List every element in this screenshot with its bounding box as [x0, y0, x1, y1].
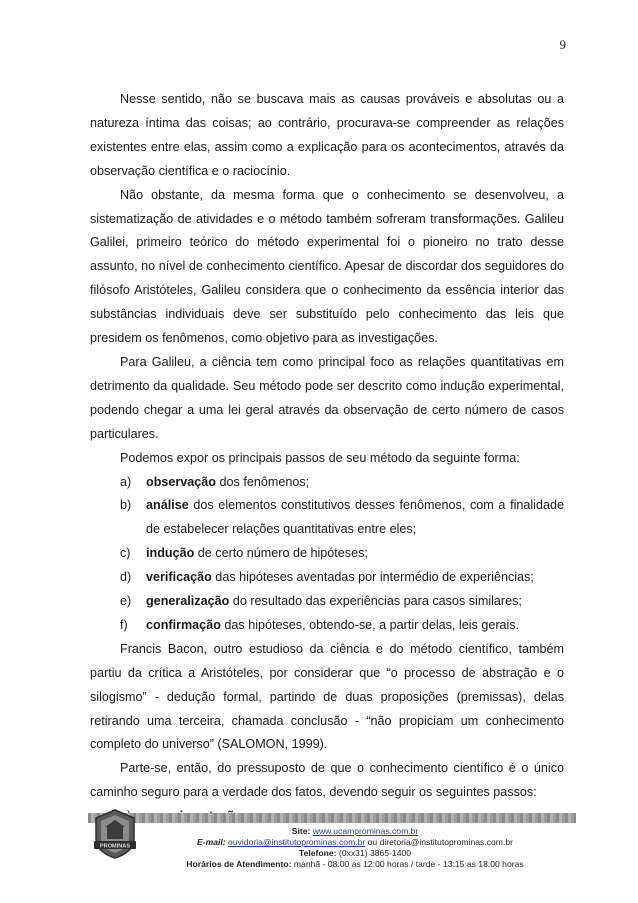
paragraph: Nesse sentido, não se buscava mais as causas prováveis e absolutas ou a natureza íntima das coisas; ao contrário, procurava-se compreender as relações existentes entre elas, assim como a explicação para os acontecimentos, através da observação científica e o raciocínio.	[90, 92, 564, 178]
galileo-steps-list	[90, 471, 564, 638]
phone-label: Telefone:	[298, 848, 337, 858]
step-term: generalização	[146, 594, 230, 609]
email-label: E-mail:	[197, 837, 226, 847]
list-marker: e)	[120, 594, 132, 609]
footer-hours-line	[150, 859, 560, 870]
footer-email-line	[150, 837, 560, 848]
list-item	[120, 566, 564, 590]
step-text: das hipóteses, obtendo-se, a partir delas, leis gerais.	[220, 617, 520, 632]
step-term: confirmação	[146, 617, 221, 632]
step-term: análise	[146, 498, 189, 513]
logo-text: PROMINAS	[99, 843, 131, 850]
list-item	[120, 590, 564, 614]
list-item	[120, 471, 564, 495]
paragraph: Podemos expor os principais passos de seu método da seguinte forma:	[120, 450, 520, 465]
footer-phone-line	[150, 848, 560, 859]
hours-text: manhã - 08:00 as 12:00 horas / tarde - 13:15 as 18:00 horas	[291, 859, 524, 869]
list-marker: a)	[120, 474, 132, 489]
step-term: indução	[146, 546, 195, 561]
paragraph: Francis Bacon, outro estudioso da ciência e do método científico, também partiu da crítica a Aristóteles, por considerar que “o processo de abstração e o silogismo” - dedução formal, partindo de duas proposições (premissas), delas retirando uma terceira, chamada conclusão - “não propiciam um conhecimento completo do universo” (SALOMON, 1999).	[90, 641, 564, 752]
step-text: dos fenômenos;	[216, 474, 310, 489]
paragraph: Não obstante, da mesma forma que o conhecimento se desenvolveu, a sistematização de atividades e o método também sofreram transformações. Galileu Galilei, primeiro teórico do método experimental foi o pioneiro no trato desse assunto, no nível de conhecimento científico. Apesar de discordar dos seguidores do filósofo Aristóteles, Galileu considera que o conhecimento da essência interior das substâncias individuais deve ser substituído pelo conhecimento das leis que presidem os fenômenos, como objetivo para as investigações.	[90, 187, 564, 346]
paragraph: Para Galileu, a ciência tem como principal foco as relações quantitativas em detrimento da qualidade. Seu método pode ser descrito como indução experimental, podendo chegar a uma lei geral através da observação de certo número de casos particulares.	[90, 354, 564, 441]
footer-divider	[88, 813, 576, 823]
page-number: 9	[559, 37, 566, 52]
list-item	[120, 614, 564, 638]
email-link-ouvidoria[interactable]: ouvidoria@institutoprominas.com.br	[228, 837, 366, 847]
step-text: do resultado das experiências para casos similares;	[229, 594, 522, 609]
step-term: observação	[146, 474, 217, 489]
site-link[interactable]: www.ucamprominas.com.br	[312, 826, 419, 836]
list-item	[120, 494, 564, 542]
list-marker: d)	[120, 570, 132, 585]
prominas-logo-icon	[92, 808, 138, 860]
list-marker: b)	[120, 498, 132, 513]
phone-number: (0xx31) 3865-1400	[336, 848, 412, 858]
footer-site-line	[150, 826, 560, 837]
site-label: Site:	[291, 826, 311, 836]
list-item	[120, 542, 564, 566]
step-text: de certo número de hipóteses;	[194, 546, 368, 561]
step-text: das hipóteses aventadas por intermédio de experiências;	[211, 570, 534, 585]
email-joiner: ou diretoria@institutoprominas.com.br	[365, 837, 513, 847]
step-term: verificação	[146, 570, 212, 585]
hours-label: Horários de Atendimento:	[186, 859, 292, 869]
list-marker: f)	[120, 617, 128, 632]
list-marker: c)	[120, 546, 131, 561]
step-text: dos elementos constitutivos desses fenômenos, com a finalidade de estabelecer relações quantitativas entre eles;	[146, 498, 564, 537]
document-body	[90, 88, 564, 829]
footer	[150, 826, 560, 870]
paragraph: Parte-se, então, do pressuposto de que o conhecimento científico é o único caminho seguro para a verdade dos fatos, devendo seguir os seguintes passos:	[90, 761, 564, 800]
